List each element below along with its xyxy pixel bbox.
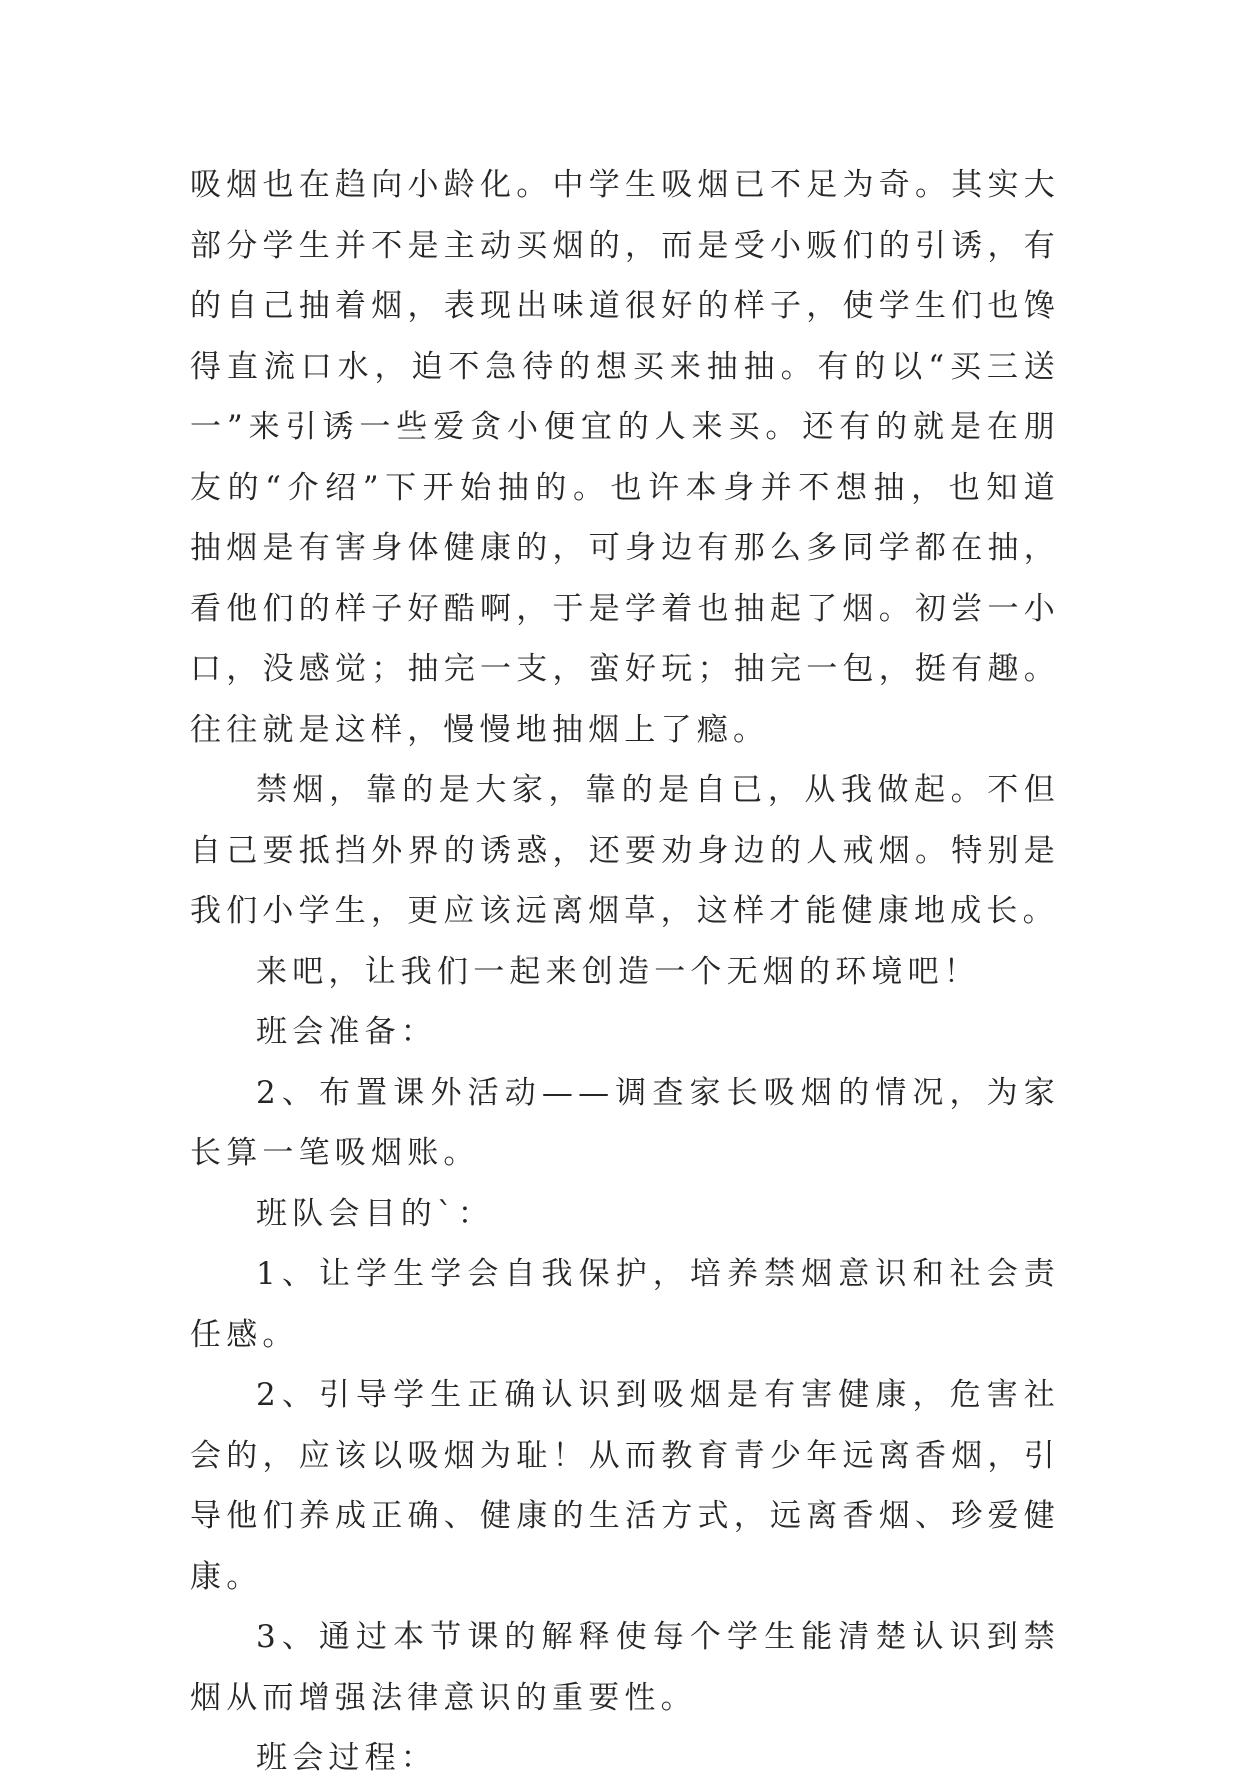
- document-body: [190, 155, 1060, 1789]
- heading-meeting-process: 班会过程：: [256, 1740, 437, 1776]
- paragraph-purpose-item-3: 3、通过本节课的解释使每个学生能清楚认识到禁烟从而增强法律意识的重要性。: [190, 1619, 1060, 1716]
- paragraph-smoking-trend: 吸烟也在趋向小龄化。中学生吸烟已不足为奇。其实大部分学生并不是主动买烟的，而是受小贩们的引诱，有的自己抽着烟，表现出味道很好的样子，使学生们也馋得直流口水，迫不急待的想买来抽抽。有的以“买三送一”来引诱一些爱贪小便宜的人来买。还有的就是在朋友的“介绍”下开始抽的。也许本身并不想抽，也知道抽烟是有害身体健康的，可身边有那么多同学都在抽，看他们的样子好酷啊，于是学着也抽起了烟。初尝一小口，没感觉；抽完一支，蛮好玩；抽完一包，挺有趣。往往就是这样，慢慢地抽烟上了瘾。: [190, 167, 1060, 748]
- paragraph-purpose-item-1: 1、让学生学会自我保护，培养禁烟意识和社会责任感。: [190, 1256, 1060, 1353]
- heading-meeting-purpose: 班队会目的`：: [256, 1195, 494, 1232]
- paragraph-ban-smoking: 禁烟，靠的是大家，靠的是自已，从我做起。不但自己要抵挡外界的诱惑，还要劝身边的人戒烟。特别是我们小学生，更应该远离烟草，这样才能健康地成长。: [190, 772, 1060, 929]
- paragraph-call-to-action: 来吧，让我们一起来创造一个无烟的环境吧！: [256, 953, 980, 990]
- heading-meeting-preparation: 班会准备：: [256, 1014, 437, 1050]
- paragraph-purpose-item-2: 2、引导学生正确认识到吸烟是有害健康，危害社会的，应该以吸烟为耻！从而教育青少年远离香烟，引导他们养成正确、健康的生活方式，远离香烟、珍爱健康。: [190, 1377, 1060, 1595]
- paragraph-preparation-item-2: 2、布置课外活动——调查家长吸烟的情况，为家长算一笔吸烟账。: [190, 1074, 1060, 1171]
